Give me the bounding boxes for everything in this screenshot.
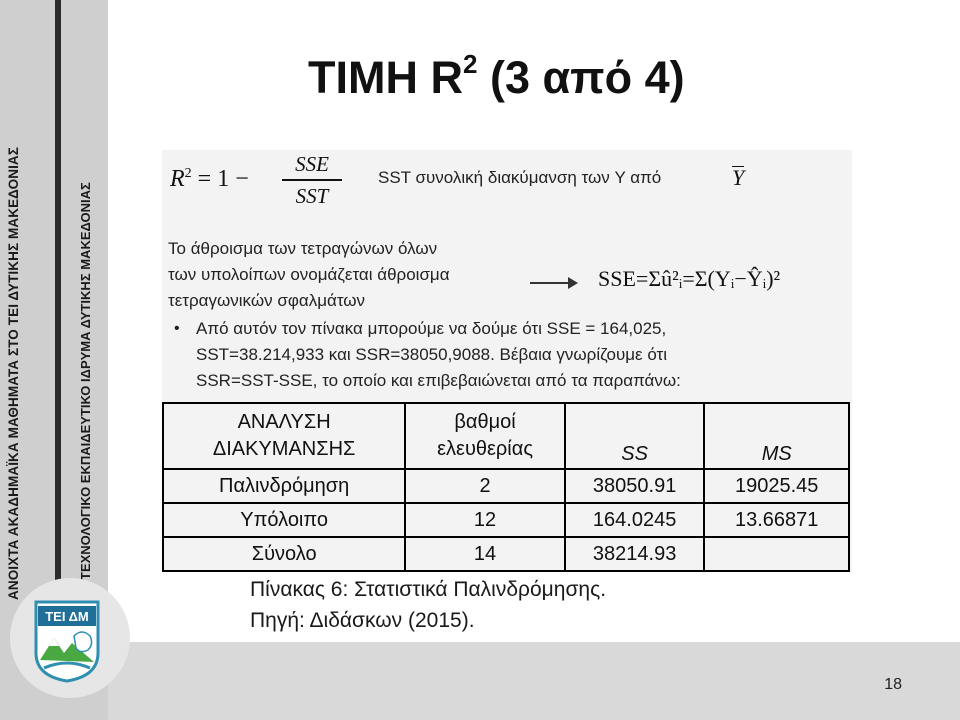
sidebar-vertical-text-1: ΑΝΟΙΧΤΑ ΑΚΑΔΗΜΑΪΚΑ ΜΑΘΗΜΑΤΑ ΣΤΟ ΤΕΙ ΔΥΤΙΚΗΣ ΜΑΚΕΔΟΝΙΑΣ <box>6 147 21 600</box>
fraction-denominator: SST <box>295 184 329 208</box>
table-cell: 38214.93 <box>565 537 705 571</box>
sse-formula: SSE=Σû²ᵢ=Σ(Yᵢ−Ŷᵢ)² <box>598 266 781 291</box>
caption-source: Πηγή: Διδάσκων (2015). <box>250 609 475 632</box>
header-ms: MS <box>704 403 849 469</box>
table-cell: 38050.91 <box>565 469 705 503</box>
table-cell: 164.0245 <box>565 503 705 537</box>
header-ss: SS <box>565 403 705 469</box>
figure-caption <box>250 574 606 636</box>
r2-formula: $R^2 = 1$ − <box>170 166 249 192</box>
sidebar-vertical-text-2: ΤΕΧΝΟΛΟΓΙΚΟ ΕΚΠΑΙΔΕΥΤΙΚΟ ΙΔΡΥΜΑ ΔΥΤΙΚΗΣ ΜΑΚΕΔΟΝΙΑΣ <box>78 182 93 580</box>
table-cell <box>704 537 849 571</box>
fraction-numerator: SSE <box>282 152 342 181</box>
table-row <box>163 537 849 571</box>
table-cell: 13.66871 <box>704 503 849 537</box>
caption-title: Πίνακας 6: Στατιστικά Παλινδρόμησης. <box>250 578 607 601</box>
institution-logo <box>32 598 102 683</box>
y-bar-symbol: Y <box>732 165 745 190</box>
header-analysis: ΑΝΑΛΥΣΗ ΔΙΑΚΥΜΑΝΣΗΣ <box>163 403 405 469</box>
right-arrow-icon <box>530 282 576 284</box>
logo-text: ΤΕΙ ΔΜ <box>45 609 89 624</box>
footer-strip <box>108 642 960 720</box>
bullet-line: Από αυτόν τον πίνακα μπορούμε να δούμε ότι SSE = 164,025, <box>196 319 667 338</box>
page-number: 18 <box>884 676 902 693</box>
sse-definition-line: των υπολοίπων ονομάζεται άθροισμα <box>168 265 450 284</box>
table-cell: 14 <box>405 537 565 571</box>
slide-title: ΤΙΜΗ $R^2$ (3 από 4) <box>308 49 685 103</box>
table-cell: 2 <box>405 469 565 503</box>
table-cell: Σύνολο <box>163 537 405 571</box>
sse-definition <box>168 236 450 314</box>
table-cell: Παλινδρόμηση <box>163 469 405 503</box>
bullet-line: SSR=SST-SSE, το οποίο και επιβεβαιώνεται από τα παραπάνω: <box>196 371 681 390</box>
table-cell: 19025.45 <box>704 469 849 503</box>
table-header-row <box>163 403 849 469</box>
anova-table <box>162 402 850 572</box>
table-cell: Υπόλοιπο <box>163 503 405 537</box>
sse-definition-line: τετραγωνικών σφαλμάτων <box>168 291 366 310</box>
sst-note: SST συνολική διακύμανση των Y από <box>378 168 662 187</box>
bullet-text <box>196 316 826 394</box>
table-row <box>163 503 849 537</box>
header-degrees-of-freedom: βαθμοί ελευθερίας <box>405 403 565 469</box>
sse-definition-line: Το άθροισμα των τετραγώνων όλων <box>168 239 438 258</box>
table-cell: 12 <box>405 503 565 537</box>
sidebar-divider <box>55 0 61 590</box>
bullet-icon: • <box>174 320 180 337</box>
bullet-line: SST=38.214,933 και SSR=38050,9088. Βέβαια γνωρίζουμε ότι <box>196 345 668 364</box>
table-row <box>163 469 849 503</box>
sse-sst-fraction <box>282 152 342 209</box>
